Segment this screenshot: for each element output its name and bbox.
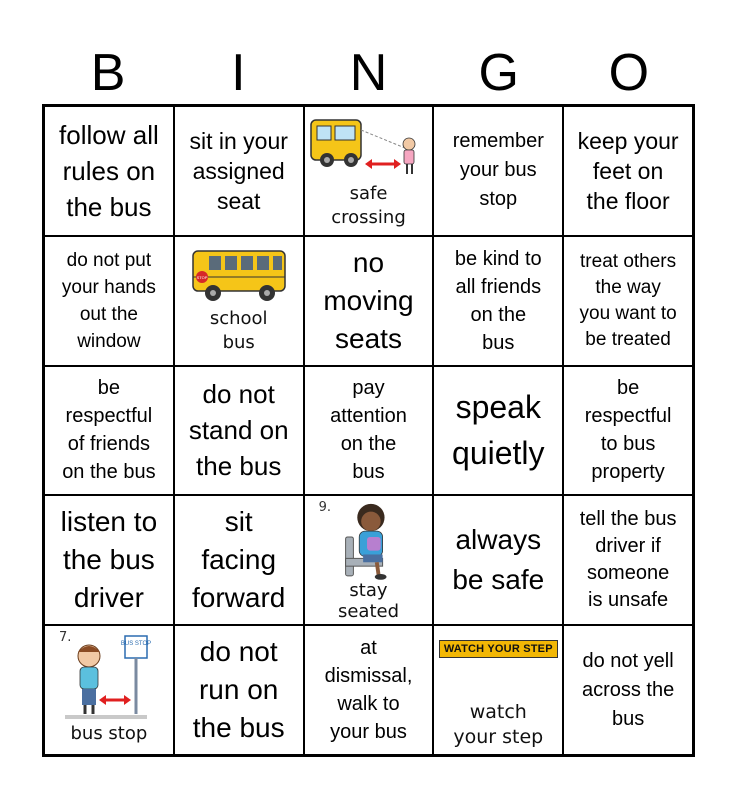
- cell-r4c3[interactable]: [304, 495, 434, 625]
- cell-r4c4[interactable]: [433, 495, 563, 625]
- cell-r3c3[interactable]: [304, 366, 434, 496]
- cell-r5c5[interactable]: [563, 625, 693, 755]
- header-letter-i: I: [231, 44, 246, 102]
- cell-text: speak quietly: [452, 389, 545, 472]
- cell-r1c4[interactable]: [433, 106, 563, 236]
- bus-stop-sign-label: BUS STOP: [120, 641, 152, 648]
- cell-caption: watch your step: [453, 701, 544, 748]
- cell-r5c1[interactable]: [44, 625, 174, 755]
- stop-sign-label: STOP: [196, 274, 208, 280]
- cell-text: do not put your hands out the window: [61, 249, 156, 352]
- cell-text: always be safe: [452, 524, 545, 596]
- cell-text: listen to the bus driver: [60, 506, 158, 614]
- cell-r2c1[interactable]: [44, 236, 174, 366]
- cell-caption: stay seated: [337, 580, 400, 623]
- cell-r1c2[interactable]: [174, 106, 304, 236]
- cell-r1c5[interactable]: [563, 106, 693, 236]
- watch-your-step-banner: WATCH YOUR STEP: [439, 640, 558, 658]
- cell-caption: bus stop: [70, 723, 148, 745]
- header-letter-n: N: [349, 44, 388, 102]
- cell-caption: safe crossing: [331, 182, 406, 228]
- cell-r4c5[interactable]: [563, 495, 693, 625]
- cell-text: follow all rules on the bus: [59, 119, 159, 222]
- cell-r3c2[interactable]: [174, 366, 304, 496]
- cell-text: no moving seats: [323, 246, 414, 354]
- cell-r2c3[interactable]: [304, 236, 434, 366]
- cell-r3c5[interactable]: [563, 366, 693, 496]
- cell-r5c2[interactable]: [174, 625, 304, 755]
- cell-text: do not run on the bus: [192, 636, 285, 744]
- cell-r5c3[interactable]: [304, 625, 434, 755]
- cell-r4c1[interactable]: [44, 495, 174, 625]
- bus-stop-icon: [57, 634, 161, 722]
- picture-number: 7.: [59, 630, 72, 646]
- cell-text: pay attention on the bus: [330, 377, 407, 484]
- cell-text: be respectful to bus property: [584, 377, 672, 484]
- school-bus-icon: [189, 247, 289, 307]
- cell-text: sit facing forward: [192, 506, 286, 614]
- cell-r5c4[interactable]: [433, 625, 563, 755]
- cell-text: remember your bus stop: [452, 130, 544, 211]
- header-letter-b: B: [90, 44, 126, 102]
- cell-text: treat others the way you want to be treated: [579, 250, 677, 350]
- cell-r2c2[interactable]: [174, 236, 304, 366]
- cell-text: at dismissal, walk to your bus: [324, 637, 413, 744]
- bingo-grid: [42, 104, 695, 757]
- cell-text: keep your feet on the floor: [577, 127, 679, 214]
- cell-text: do not stand on the bus: [188, 379, 289, 482]
- cell-r3c1[interactable]: [44, 366, 174, 496]
- seated-child-icon: [333, 498, 403, 580]
- cell-r1c1[interactable]: [44, 106, 174, 236]
- cell-r2c4[interactable]: [433, 236, 563, 366]
- cell-r3c4[interactable]: [433, 366, 563, 496]
- cell-text: tell the bus driver if someone is unsafe: [579, 508, 677, 612]
- cell-text: do not yell across the bus: [581, 649, 675, 730]
- cell-text: sit in your assigned seat: [189, 127, 288, 214]
- bingo-header: [43, 38, 694, 108]
- cell-caption: school bus: [209, 307, 268, 353]
- cell-r4c2[interactable]: [174, 495, 304, 625]
- header-letter-g: G: [478, 44, 519, 102]
- cell-text: be kind to all friends on the bus: [454, 247, 542, 354]
- cell-text: be respectful of friends on the bus: [62, 377, 156, 484]
- cell-r1c3[interactable]: [304, 106, 434, 236]
- header-letter-o: O: [608, 44, 650, 102]
- cell-r2c5[interactable]: [563, 236, 693, 366]
- picture-number: 9.: [318, 500, 331, 516]
- safe-crossing-icon: [309, 112, 427, 182]
